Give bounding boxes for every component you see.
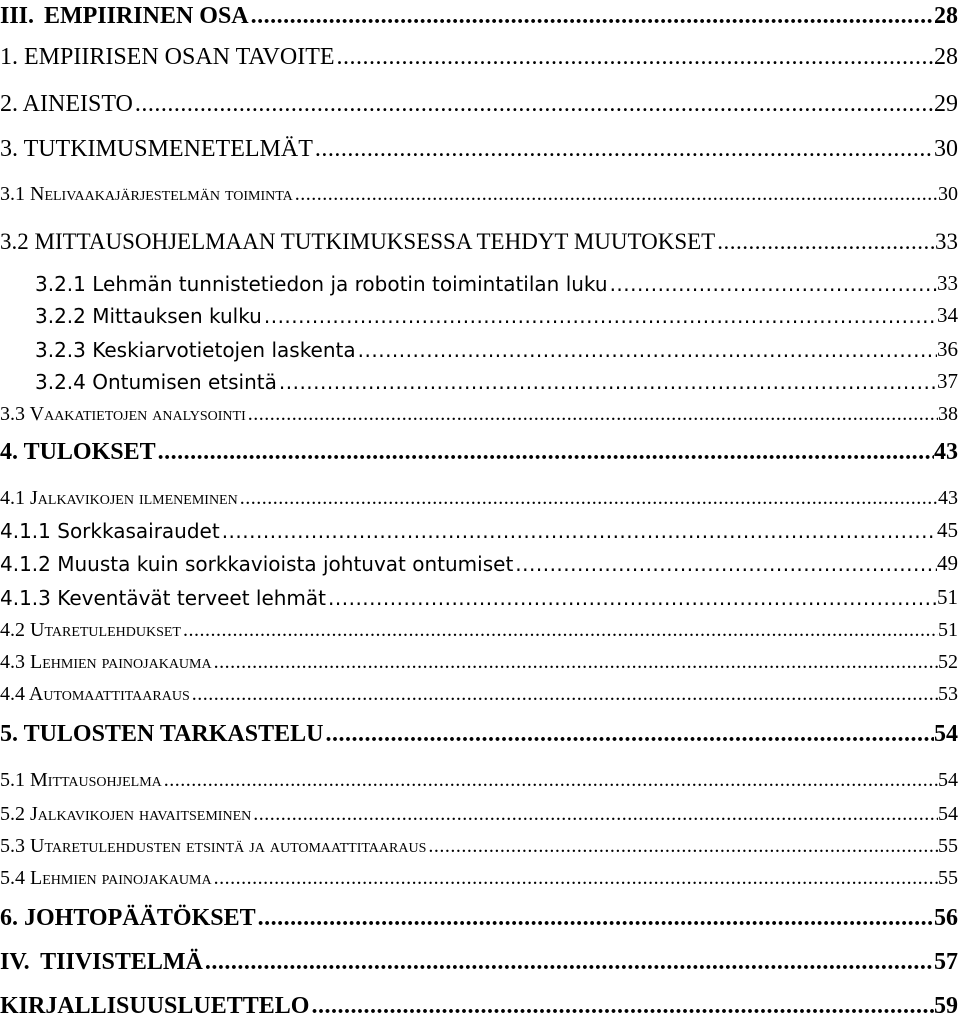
toc-entry[interactable] — [35, 332, 958, 362]
toc-entry-title: 4. TULOKSET — [0, 439, 156, 465]
toc-page-number: 43 — [934, 439, 958, 465]
toc-page-number: 55 — [938, 835, 958, 857]
toc-entry[interactable] — [0, 41, 958, 71]
toc-entry-title: 5.2 Jalkavikojen havaitseminen — [0, 803, 252, 825]
toc-entry-title: 3.3 Vaakatietojen analysointi — [0, 403, 246, 425]
toc-entry-title: 4.2 Utaretulehdukset — [0, 619, 181, 641]
toc-entry-title: 3.1 Nelivaakajärjestelmän toiminta — [0, 183, 293, 205]
toc-entry[interactable] — [0, 480, 958, 510]
dot-leader — [313, 136, 934, 163]
dot-leader — [249, 3, 934, 30]
toc-entry-title: 5. TULOSTEN TARKASTELU — [0, 721, 324, 747]
toc-entry-title: 4.1.2 Muusta kuin sorkkavioista johtuvat ontumiset — [0, 552, 514, 576]
toc-entry-title: 3.2.4 Ontumisen etsintä — [35, 370, 277, 394]
dot-leader — [256, 905, 934, 932]
toc-page-number: 29 — [934, 91, 958, 117]
dot-leader — [426, 835, 938, 858]
dot-leader — [513, 552, 937, 576]
toc-entry[interactable] — [0, 396, 958, 426]
toc-entry-title: 5.1 Mittausohjelma — [0, 769, 162, 791]
toc-page-number: 33 — [937, 271, 958, 295]
toc-entry-title: 5.4 Lehmien painojakauma — [0, 867, 212, 889]
toc-page-number: 49 — [937, 551, 958, 575]
toc-entry[interactable] — [0, 133, 958, 163]
dot-leader — [133, 91, 934, 118]
toc-page-number: 57 — [934, 949, 958, 975]
toc-entry[interactable] — [35, 266, 958, 296]
toc-entry[interactable] — [0, 946, 958, 976]
toc-page-number: 51 — [938, 619, 958, 641]
toc-page-number: 53 — [938, 683, 958, 705]
toc-entry-title: 3.2.1 Lehmän tunnistetiedon ja robotin toimintatilan luku — [35, 272, 608, 296]
toc-page-number: 54 — [938, 803, 958, 825]
toc-page-number: 54 — [938, 769, 958, 791]
toc-entry-title: 1. EMPIIRISEN OSAN TAVOITE — [0, 44, 335, 70]
dot-leader — [335, 44, 934, 71]
dot-leader — [277, 370, 937, 394]
toc-entry-title: III. — [0, 3, 35, 29]
toc-page-number: 51 — [937, 585, 958, 609]
toc-entry[interactable] — [0, 860, 958, 890]
toc-entry-title: 4.1.3 Keventävät terveet lehmät — [0, 586, 327, 610]
toc-entry[interactable] — [0, 676, 958, 706]
dot-leader — [356, 338, 937, 362]
toc-page-number: 43 — [938, 487, 958, 509]
dot-leader — [246, 403, 938, 426]
toc-entry[interactable] — [0, 828, 958, 858]
toc-entry[interactable] — [0, 176, 958, 206]
toc-entry-title: 4.1.1 Sorkkasairaudet — [0, 519, 220, 543]
toc-page-number: 34 — [937, 303, 958, 327]
toc-entry-title: 3.2.3 Keskiarvotietojen laskenta — [35, 338, 356, 362]
toc-page-number: 54 — [934, 721, 958, 747]
toc-entry-title: 3.2 MITTAUSOHJELMAAN TUTKIMUKSESSA TEHDYT MUUTOKSET — [0, 229, 716, 254]
toc-entry[interactable] — [0, 902, 958, 932]
toc-entry[interactable] — [0, 225, 958, 255]
dot-leader — [293, 183, 938, 206]
toc-entry[interactable] — [0, 796, 958, 826]
toc-part-title: EMPIIRINEN OSA — [43, 3, 249, 29]
toc-page-number: 55 — [938, 867, 958, 889]
toc-entry-title: 3.2.2 Mittauksen kulku — [35, 304, 262, 328]
toc-entry[interactable] — [0, 644, 958, 674]
toc-entry-title: 4.4 Automaattitaaraus — [0, 683, 190, 705]
toc-page-number: 56 — [934, 905, 958, 931]
dot-leader — [156, 439, 934, 466]
toc-entry[interactable] — [35, 364, 958, 394]
toc-entry[interactable] — [0, 762, 958, 792]
toc-page-number: 30 — [938, 183, 958, 205]
toc-page-number: 52 — [938, 651, 958, 673]
toc-entry-title: 3. TUTKIMUSMENETELMÄT — [0, 136, 313, 162]
dot-leader — [190, 683, 938, 706]
dot-leader — [326, 586, 937, 610]
toc-entry[interactable] — [0, 718, 958, 748]
toc-page-number: 30 — [934, 136, 958, 162]
toc-entry[interactable] — [35, 298, 958, 328]
toc-page-number: 59 — [934, 993, 958, 1019]
toc-entry[interactable] — [0, 88, 958, 118]
toc-entry[interactable] — [0, 612, 958, 642]
toc-entry[interactable] — [0, 436, 958, 466]
dot-leader — [309, 993, 934, 1020]
dot-leader — [162, 769, 938, 792]
toc-entry-title: 6. JOHTOPÄÄTÖKSET — [0, 905, 256, 931]
toc-page-number: 36 — [937, 337, 958, 361]
dot-leader — [323, 721, 934, 748]
toc-entry[interactable] — [0, 546, 958, 576]
toc-entry[interactable] — [0, 990, 958, 1020]
toc-page-number: 37 — [937, 369, 958, 393]
toc-part-title: TIIVISTELMÄ — [40, 949, 203, 975]
toc-entry-title: IV. — [0, 949, 30, 975]
toc-entry-title: 2. AINEISTO — [0, 91, 133, 117]
toc-entry[interactable] — [0, 580, 958, 610]
toc-entry-title: 4.1 Jalkavikojen ilmeneminen — [0, 487, 238, 509]
toc-page-number: 33 — [935, 229, 958, 254]
toc-entry[interactable] — [0, 0, 958, 30]
dot-leader — [220, 519, 937, 543]
toc-entry[interactable] — [0, 513, 958, 543]
dot-leader — [181, 619, 938, 642]
dot-leader — [251, 803, 938, 826]
toc-page-number: 28 — [934, 3, 958, 29]
toc-page-number: 28 — [934, 44, 958, 70]
dot-leader — [715, 229, 935, 255]
dot-leader — [608, 272, 937, 296]
dot-leader — [212, 867, 938, 890]
toc-page-number: 38 — [938, 403, 958, 425]
toc-page-number: 45 — [937, 518, 958, 542]
toc-entry-title: 5.3 Utaretulehdusten etsintä ja automaattitaaraus — [0, 835, 427, 857]
dot-leader — [262, 304, 937, 328]
dot-leader — [212, 651, 938, 674]
toc-entry-title: 4.3 Lehmien painojakauma — [0, 651, 212, 673]
dot-leader — [238, 487, 938, 510]
dot-leader — [203, 949, 934, 976]
toc-entry-title: KIRJALLISUUSLUETTELO — [0, 993, 310, 1019]
